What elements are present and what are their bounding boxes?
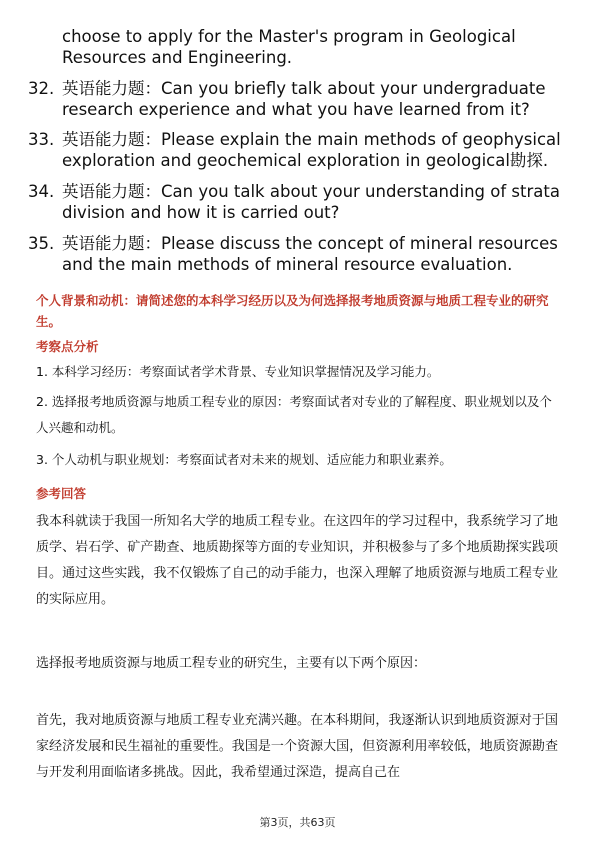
analysis-title: 考察点分析: [36, 339, 99, 354]
answer-paragraph: 首先，我对地质资源与地质工程专业充满兴趣。在本科期间，我逐渐认识到地质资源对于国家经济发展和民生福祉的重要性。我国是一个资源大国，但资源利用率较低，地质资源勘查与开发利用面临诸多挑战。因此，我希望通过深造，提高自己在: [36, 713, 558, 780]
answer-paragraph: 我本科就读于我国一所知名大学的地质工程专业。在这四年的学习过程中，我系统学习了地质学、岩石学、矿产勘查、地质勘探等方面的专业知识，并积极参与了多个地质勘探实践项目。通过这些实践，我不仅锻炼了自己的动手能力，也深入理解了地质资源与地质工程专业的实际应用。: [36, 514, 558, 607]
question-text: 英语能力题：Please discuss the concept of mineral resources and the main methods of mineral resource evaluation.: [62, 234, 558, 274]
answer-title: 参考回答: [36, 486, 87, 501]
question-continuation: choose to apply for the Master's program in Geological Resources and Engineering.: [62, 27, 516, 67]
question-number: 35.: [28, 234, 55, 253]
question-text: 英语能力题：Can you talk about your understanding of strata division and how it is carried out?: [62, 182, 560, 222]
question-number: 34.: [28, 182, 55, 201]
question-number: 33.: [28, 130, 55, 149]
question-text: 英语能力题：Please explain the main methods of geophysical exploration and geochemical exploration in geological勘探.: [62, 130, 561, 170]
analysis-point: 1. 本科学习经历：考察面试者学术背景、专业知识掌握情况及学习能力。: [36, 364, 440, 379]
question-number: 32.: [28, 79, 55, 98]
question-text: 英语能力题：Can you briefly talk about your undergraduate research experience and what you have learned from it?: [62, 79, 546, 119]
answer-paragraph: 选择报考地质资源与地质工程专业的研究生，主要有以下两个原因：: [36, 656, 427, 671]
section-heading: 个人背景和动机：请简述您的本科学习经历以及为何选择报考地质资源与地质工程专业的研究生。: [36, 293, 549, 329]
analysis-point: 3. 个人动机与职业规划：考察面试者对未来的规划、适应能力和职业素养。: [36, 452, 452, 467]
page-footer: 第3页，共63页: [259, 816, 336, 829]
analysis-point: 2. 选择报考地质资源与地质工程专业的原因：考察面试者对专业的了解程度、职业规划以及个人兴趣和动机。: [36, 394, 552, 435]
